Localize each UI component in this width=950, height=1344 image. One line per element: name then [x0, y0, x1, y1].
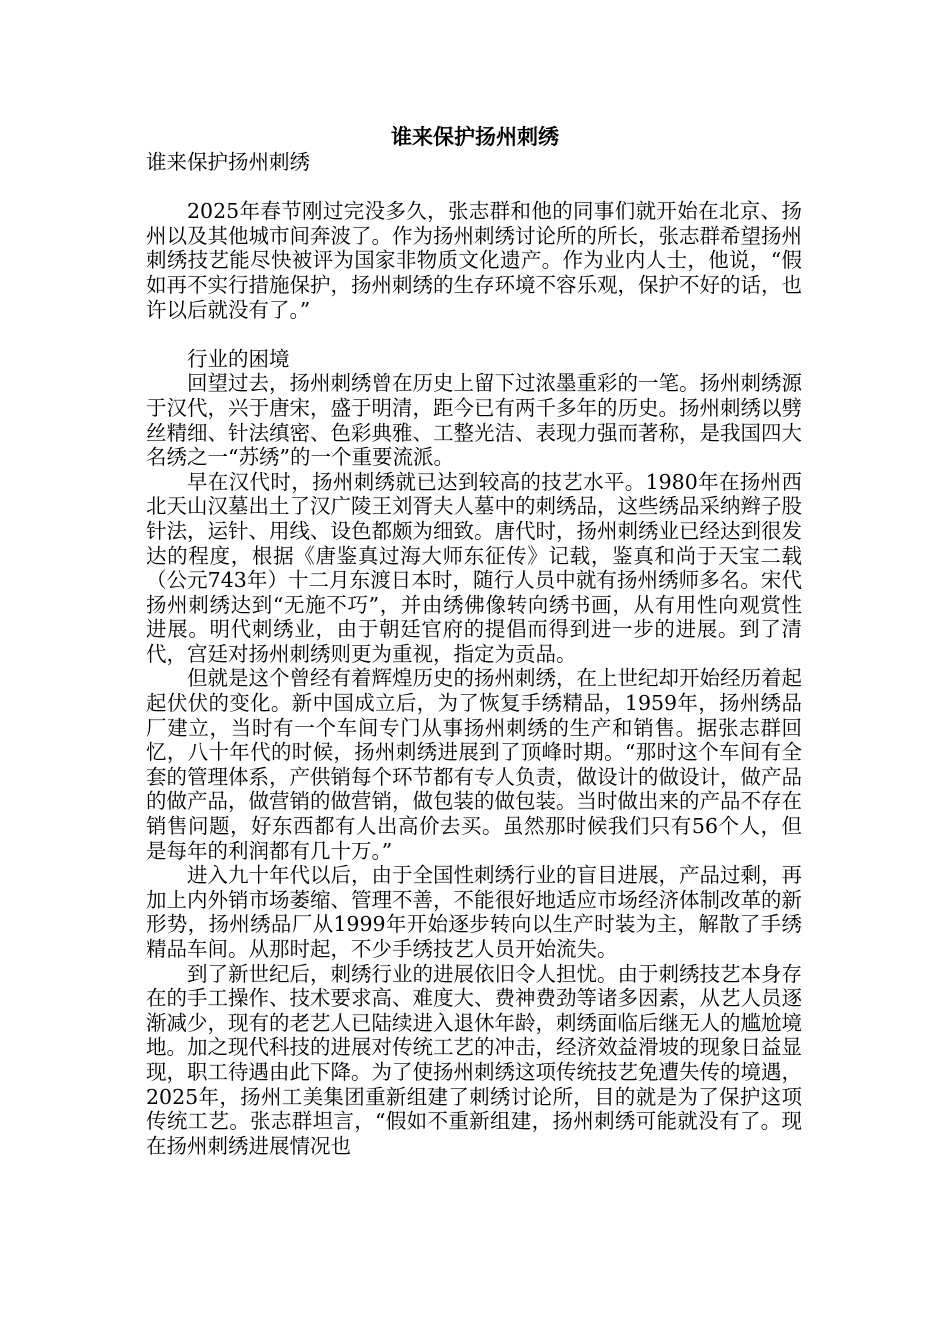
section-heading: 行业的困境: [187, 346, 290, 371]
blank-line: [146, 322, 802, 347]
body-paragraph: 回望过去，扬州刺绣曾在历史上留下过浓墨重彩的一笔。扬州刺绣源于汉代，兴于唐宋，盛于明清，距今已有两千多年的历史。扬州刺绣以劈丝精细、针法缜密、色彩典雅、工整光洁、表现力强而著称，是我国四大名绣之一“苏绣”的一个重要流派。: [146, 371, 802, 470]
body-paragraph: 进入九十年代以后，由于全国性刺绣行业的盲目进展，产品过剩，再加上内外销市场萎缩、管理不善，不能很好地适应市场经济体制改革的新形势，扬州绣品厂从1999年开始逐步转向以生产时装为主，解散了手绣精品车间。从那时起，不少手绣技艺人员开始流失。: [146, 863, 802, 961]
intro-paragraph: 2025年春节刚过完没多久，张志群和他的同事们就开始在北京、扬州以及其他城市间奔波了。作为扬州刺绣讨论所的所长，张志群希望扬州刺绣技艺能尽快被评为国家非物质文化遗产。作为业内人士，他说，“假如再不实行措施保护，扬州刺绣的生存环境不容乐观，保护不好的话，也许以后就没有了。”: [146, 199, 802, 322]
document-subtitle: 谁来保护扬州刺绣: [146, 150, 310, 174]
body-paragraph: 但就是这个曾经有着辉煌历史的扬州刺绣，在上世纪却开始经历着起起伏伏的变化。新中国成立后，为了恢复手绣精品，1959年，扬州绣品厂建立，当时有一个车间专门从事扬州刺绣的生产和销售。据张志群回忆，八十年代的时候，扬州刺绣进展到了顶峰时期。“那时这个车间有全套的管理体系，产供销每个环节都有专人负责，做设计的做设计，做产品的做产品，做营销的做营销，做包装的做包装。当时做出来的产品不存在销售问题，好东西都有人出高价去买。虽然那时候我们只有56个人，但是每年的利润都有几十万。”: [146, 666, 802, 863]
body-paragraph: 早在汉代时，扬州刺绣就已达到较高的技艺水平。1980年在扬州西北天山汉墓出土了汉广陵王刘胥夫人墓中的刺绣品，这些绣品采纳辫子股针法，运针、用线、设色都颇为细致。唐代时，扬州刺绣业已经达到很发达的程度，根据《唐鉴真过海大师东征传》记载，鉴真和尚于天宝二载（公元743年）十二月东渡日本时，随行人员中就有扬州绣师多名。宋代扬州刺绣达到“无施不巧”，并由绣佛像转向绣书画，从有用性向观赏性进展。明代刺绣业，由于朝廷官府的提倡而得到进一步的进展。到了清代，宫廷对扬州刺绣则更为重视，指定为贡品。: [146, 469, 802, 666]
blank-line: [146, 175, 802, 200]
document-title: 谁来保护扬州刺绣: [391, 125, 559, 149]
body-paragraph: 到了新世纪后，刺绣行业的进展依旧令人担忧。由于刺绣技艺本身存在的手工操作、技术要求高、难度大、费神费劲等诸多因素，从艺人员逐渐减少，现有的老艺人已陆续进入退休年龄，刺绣面临后继无人的尴尬境地。加之现代科技的进展对传统工艺的冲击，经济效益滑坡的现象日益显现，职工待遇由此下降。为了使扬州刺绣这项传统技艺免遭失传的境遇，2025年，扬州工美集团重新组建了刺绣讨论所，目的就是为了保护这项传统工艺。张志群坦言，“假如不重新组建，扬州刺绣可能就没有了。现在扬州刺绣进展情况也: [146, 961, 802, 1158]
document-body: [146, 150, 802, 1158]
